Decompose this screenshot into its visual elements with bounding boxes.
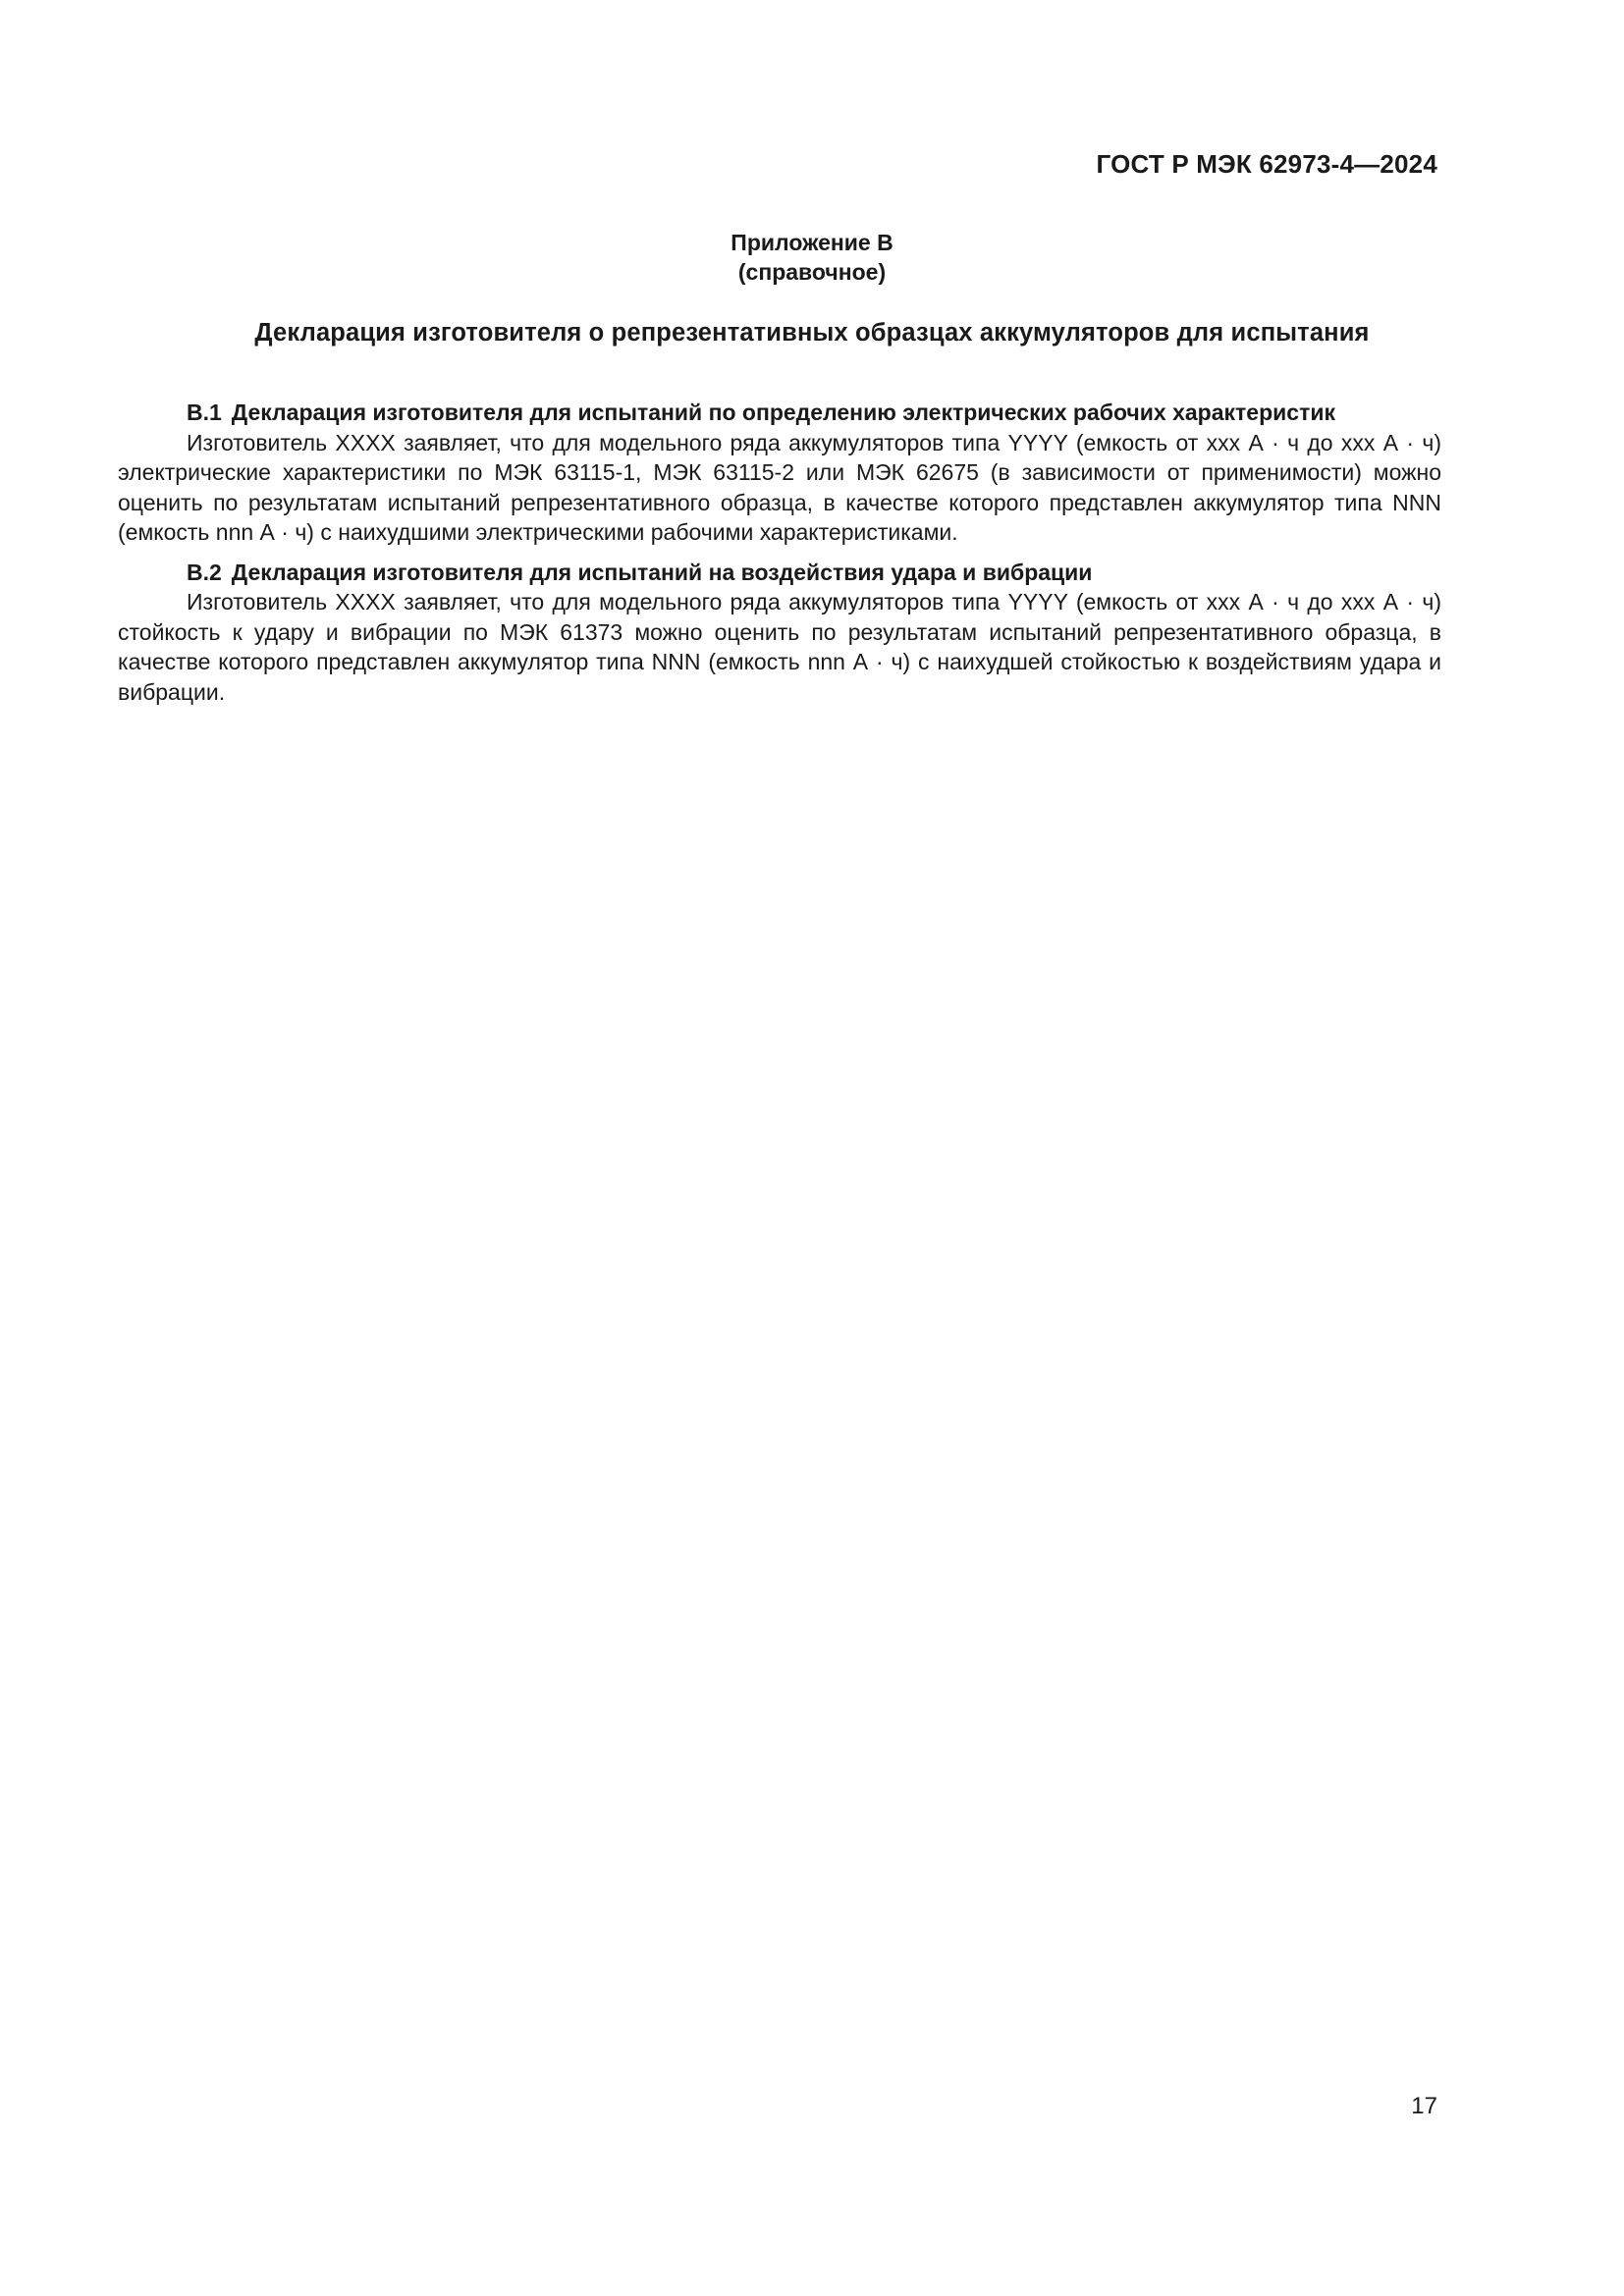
section-paragraph: Изготовитель XXXX заявляет, что для модельного ряда аккумуляторов типа YYYY (емкость от ххх А · ч до ххх А · ч) электрические характеристики по МЭК 63115-1, МЭК 63115-2 или МЭК 62675 (в зависимости от применимости) можно оценить по результатам испытаний репрезентативного образца, в качестве которого представлен аккумулятор типа NNN (емкость nnn А · ч) с наихудшими электрическими рабочими характеристиками. bbox=[118, 429, 1441, 545]
section-number: В.1 bbox=[187, 400, 222, 425]
section-b1 bbox=[118, 398, 1441, 548]
appendix-heading bbox=[0, 228, 1624, 287]
document-code: ГОСТ Р МЭК 62973-4—2024 bbox=[1096, 149, 1437, 179]
section-heading-text: Декларация изготовителя для испытаний по определению электрических рабочих характеристик bbox=[231, 400, 1335, 425]
section-b2 bbox=[118, 558, 1441, 708]
appendix-title: Декларация изготовителя о репрезентативных образцах аккумуляторов для испытания bbox=[254, 319, 1370, 347]
section-paragraph: Изготовитель XXXX заявляет, что для модельного ряда аккумуляторов типа YYYY (емкость от ххх А · ч до ххх А · ч) стойкость к удару и вибрации по МЭК 61373 можно оценить по результатам испытаний репрезентативного образца, в качестве которого представлен аккумулятор типа NNN (емкость nnn А · ч) с наихудшей стойкостью к воздействиям удара и вибрации. bbox=[118, 589, 1441, 705]
section-heading-text: Декларация изготовителя для испытаний на воздействия удара и вибрации bbox=[231, 559, 1093, 585]
section-heading bbox=[118, 398, 1441, 428]
page-number: 17 bbox=[1411, 2093, 1437, 2119]
appendix-label: Приложение В bbox=[731, 230, 893, 255]
section-heading bbox=[118, 558, 1441, 588]
appendix-body bbox=[118, 398, 1441, 707]
appendix-type: (справочное) bbox=[737, 259, 887, 285]
section-number: В.2 bbox=[187, 559, 222, 585]
